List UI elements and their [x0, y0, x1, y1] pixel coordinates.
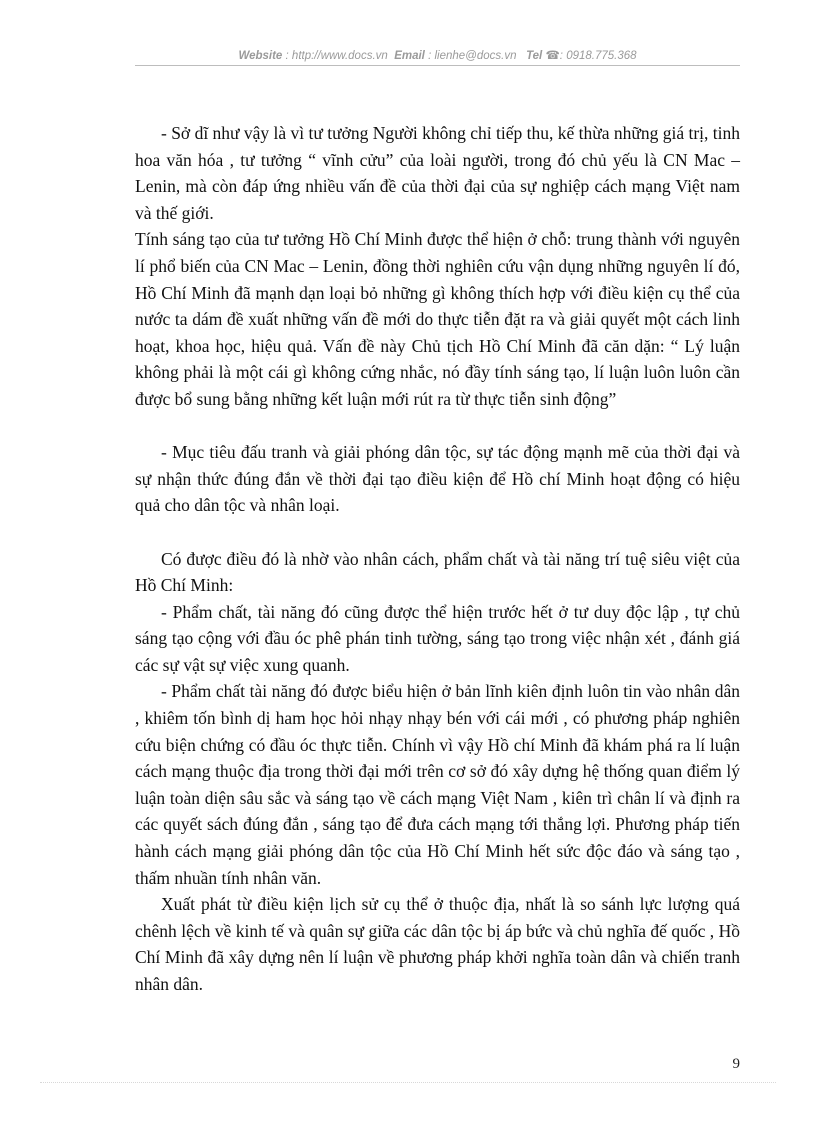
page-number: 9 — [732, 1056, 740, 1072]
paragraph-historical-conditions: Xuất phát từ điều kiện lịch sử cụ thể ở thuộc địa, nhất là so sánh lực lượng quá chênh lệch về kinh tế và quân sự giữa các dân tộc bị áp bức và chủ nghĩa đế quốc , Hồ Chí Minh đã xây dựng nên lí luận về phương pháp khởi nghĩa toàn dân và chiến tranh nhân dân. — [135, 894, 740, 994]
tel-value: 0918.775.368 — [566, 50, 637, 62]
paragraph-personality: Có được điều đó là nhờ vào nhân cách, phẩm chất và tài năng trí tuệ siêu việt của Hồ Chí Minh: — [135, 548, 740, 596]
website-separator: : — [282, 50, 292, 62]
website-link[interactable]: http://www.docs.vn — [291, 50, 388, 62]
paragraph-struggle-goal: - Mục tiêu đấu tranh và giải phóng dân tộc, sự tác động mạnh mẽ của thời đại và sự nhận thức đúng đắn về thời đại tạo điều kiện để Hồ chí Minh hoạt động có hiệu quả cho dân tộc và nhân loại. — [135, 442, 740, 516]
paragraph-reason: - Sở dĩ như vậy là vì tư tưởng Người không chỉ tiếp thu, kế thừa những giá trị, tinh hoa văn hóa , tư tưởng “ vĩnh cửu” của loài người, trong đó chủ yếu là CN Mac – Lenin, mà còn đáp ứng nhiều vấn đề của thời đại của sự nghiệp cách mạng Việt nam và thế giới. — [135, 123, 740, 223]
email-separator: : — [424, 50, 435, 62]
tel-label: Tel — [526, 50, 543, 62]
tel-separator: ☎: — [542, 50, 567, 62]
document-body — [135, 120, 740, 998]
header-divider — [135, 65, 740, 66]
paragraph-steadfastness: - Phẩm chất tài năng đó được biểu hiện ở bản lĩnh kiên định luôn tin vào nhân dân , khiêm tốn bình dị ham học hỏi nhạy nhạy bén với cái mới , có phương pháp nghiên cứu biện chứng có đầu óc thực tiễn. Chính vì vậy Hồ chí Minh đã khám phá ra lí luận cách mạng thuộc địa trong thời đại mới trên cơ sở đó xây dựng hệ thống quan điểm lý luận toàn diện sâu sắc và sáng tạo về cách mạng Việt Nam , kiên trì chân lí và định ra các quyết sách đúng đắn , sáng tạo để đưa cách mạng tới thắng lợi. Phương pháp tiến hành cách mạng giải phóng dân tộc của Hồ Chí Minh hết sức độc đáo và sáng tạo , thấm nhuần tính nhân văn. — [135, 681, 740, 888]
paragraph-independent-thinking: - Phẩm chất, tài năng đó cũng được thể hiện trước hết ở tư duy độc lập , tự chủ sáng tạo cộng với đầu óc phê phán tinh tường, sáng tạo trong việc nhận xét , đánh giá các sự vật sự việc xung quanh. — [135, 601, 740, 675]
email-link[interactable]: lienhe@docs.vn — [434, 50, 517, 62]
footer-divider — [40, 1082, 776, 1083]
paragraph-creativity: Tính sáng tạo của tư tưởng Hồ Chí Minh được thể hiện ở chỗ: trung thành với nguyên lí phổ biến của CN Mac – Lenin, đồng thời nghiên cứu vận dụng những nguyên lí đó, Hồ Chí Minh đã mạnh dạn loại bỏ những gì không thích hợp với điều kiện cụ thể của nước ta dám đề xuất những vấn đề mới do thực tiễn đặt ra và giải quyết một cách linh hoạt, khoa học, hiệu quả. Vấn đề này Chủ tịch Hồ Chí Minh đã căn dặn: “ Lý luận không phải là một cái gì không cứng nhắc, nó đầy tính sáng tạo, lí luận luôn luôn cần được bổ sung bằng những kết luận mới rút ra từ thực tiễn sinh động” — [135, 229, 740, 409]
page-header — [135, 48, 740, 62]
email-label: Email — [394, 50, 425, 62]
website-label: Website — [238, 50, 283, 62]
